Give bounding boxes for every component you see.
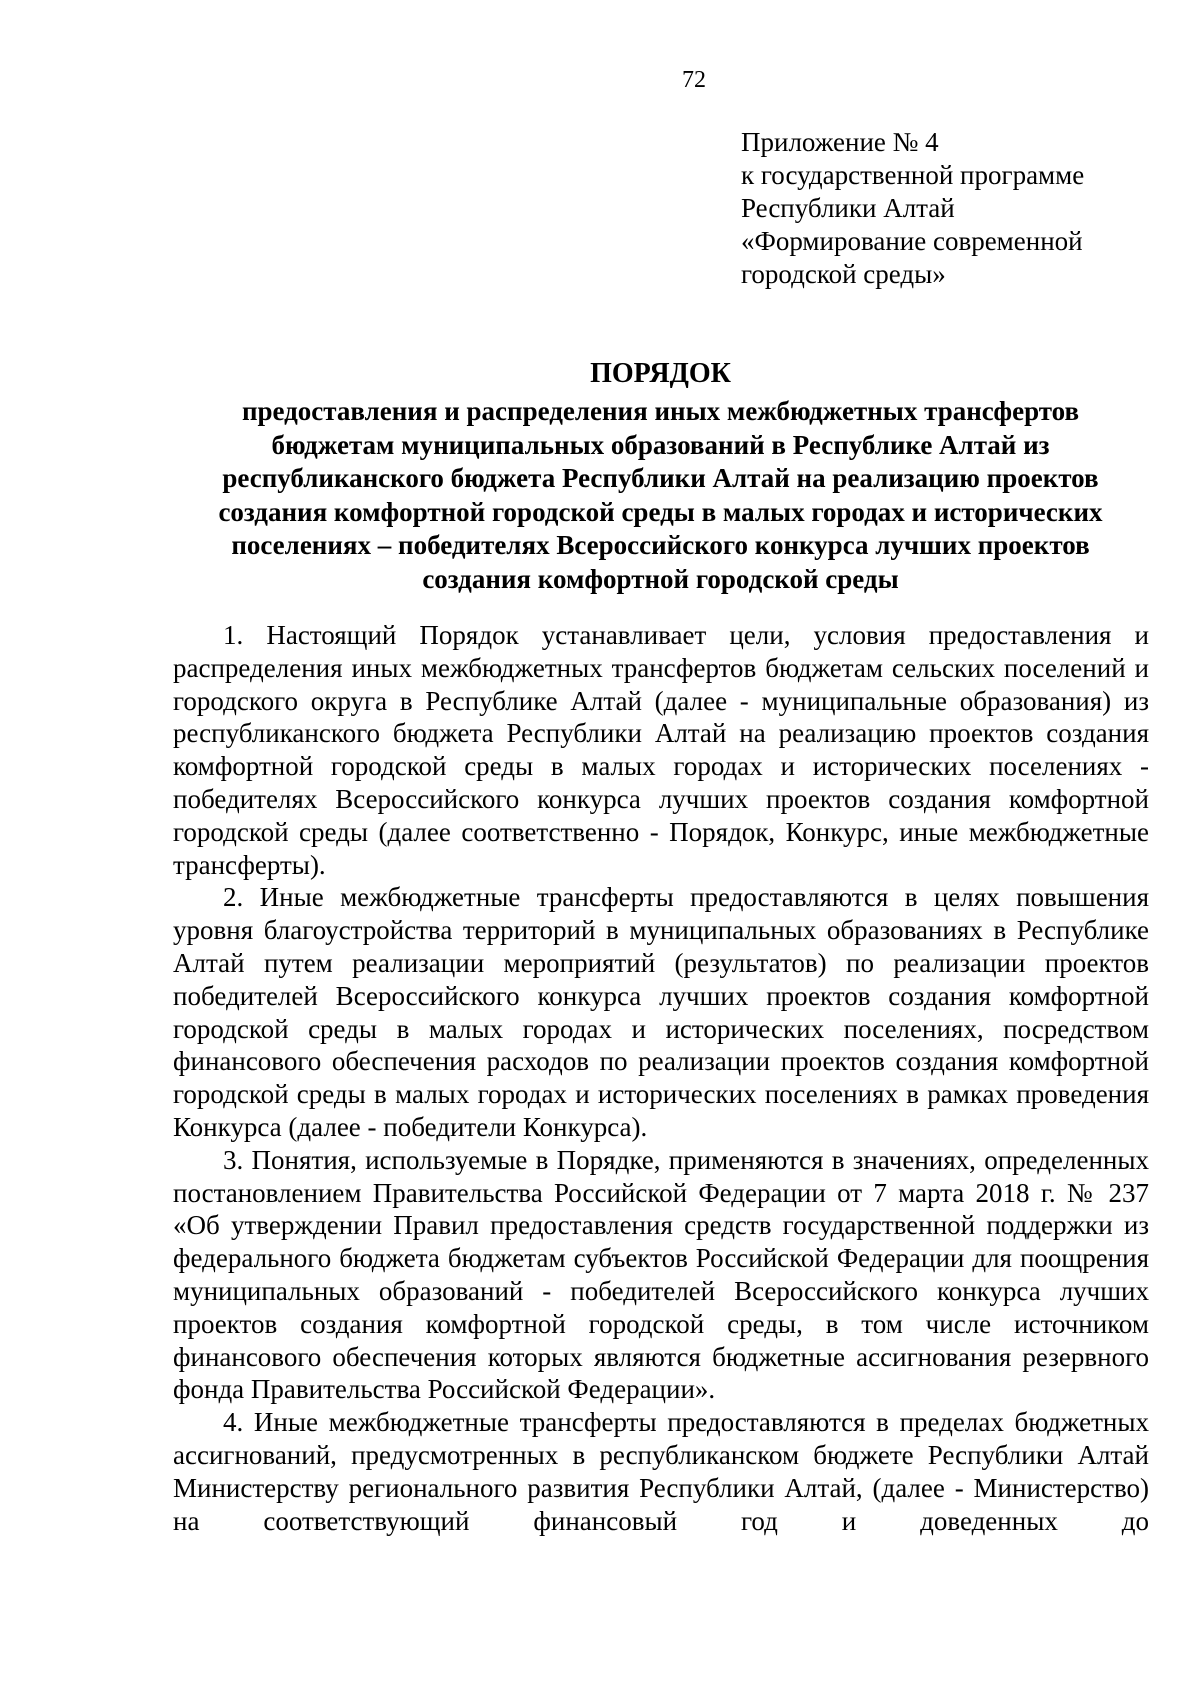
annex-line: городской среды» bbox=[741, 259, 946, 289]
annex-line: к государственной программе bbox=[741, 160, 1085, 190]
annex-line: Республики Алтай bbox=[741, 193, 955, 223]
page-number: 72 bbox=[682, 67, 706, 93]
annex-line: Приложение № 4 bbox=[741, 127, 939, 157]
document-body bbox=[173, 619, 1149, 1537]
document-title bbox=[173, 357, 1148, 596]
subtitle-line: создания комфортной городской среды bbox=[422, 563, 899, 594]
subtitle-line: республиканского бюджета Республики Алтай на реализацию проектов bbox=[222, 463, 1099, 493]
paragraph-4: 4. Иные межбюджетные трансферты предоставляются в пределах бюджетных ассигнований, предусмотренных в республиканском бюджете Республики Алтай Министерству регионального развития Республики Алтай, (далее - Министерство) на соответствующий финансовый год и доведенных до bbox=[173, 1407, 1149, 1536]
subtitle-line: создания комфортной городской среды в малых городах и исторических bbox=[218, 496, 1103, 527]
subtitle-line: поселениях – победителях Всероссийского конкурса лучших проектов bbox=[231, 530, 1090, 560]
title-subtitle bbox=[173, 395, 1148, 596]
subtitle-line: предоставления и распределения иных межбюджетных трансфертов bbox=[241, 396, 1080, 426]
paragraph-3: 3. Понятия, используемые в Порядке, применяются в значениях, определенных постановлением Правительства Российской Федерации от 7 марта 2018 г. № 237 «Об утверждении Правил предоставления средств государственной поддержки из федерального бюджета бюджетам субъектов Российской Федерации для поощрения муниципальных образований - победителей Всероссийского конкурса лучших проектов создания комфортной городской среды, в том числе источником финансового обеспечения которых являются бюджетные ассигнования резервного фонда Правительства Российской Федерации». bbox=[173, 1144, 1149, 1405]
annex-line: «Формирование современной bbox=[741, 226, 1083, 256]
paragraph-2: 2. Иные межбюджетные трансферты предоставляются в целях повышения уровня благоустройства территорий в муниципальных образованиях в Республике Алтай путем реализации мероприятий (результатов) по реализации проектов победителей Всероссийского конкурса лучших проектов создания комфортной городской среды в малых городах и исторических поселениях, посредством финансового обеспечения расходов по реализации проектов создания комфортной городской среды в малых городах и исторических поселениях в рамках проведения Конкурса (далее - победители Конкурса). bbox=[173, 882, 1149, 1142]
subtitle-line: бюджетам муниципальных образований в Республике Алтай из bbox=[271, 429, 1050, 460]
title-main: ПОРЯДОК bbox=[590, 358, 731, 389]
paragraph-1: 1. Настоящий Порядок устанавливает цели, условия предоставления и распределения иных межбюджетных трансфертов бюджетам сельских поселений и городского округа в Республике Алтай (далее - муниципальные образования) из республиканского бюджета Республики Алтай на реализацию проектов создания комфортной городской среды в малых городах и исторических поселениях - победителях Всероссийского конкурса лучших проектов создания комфортной городской среды (далее соответственно - Порядок, Конкурс, иные межбюджетные трансферты). bbox=[173, 620, 1149, 880]
annex-note bbox=[741, 126, 1084, 291]
